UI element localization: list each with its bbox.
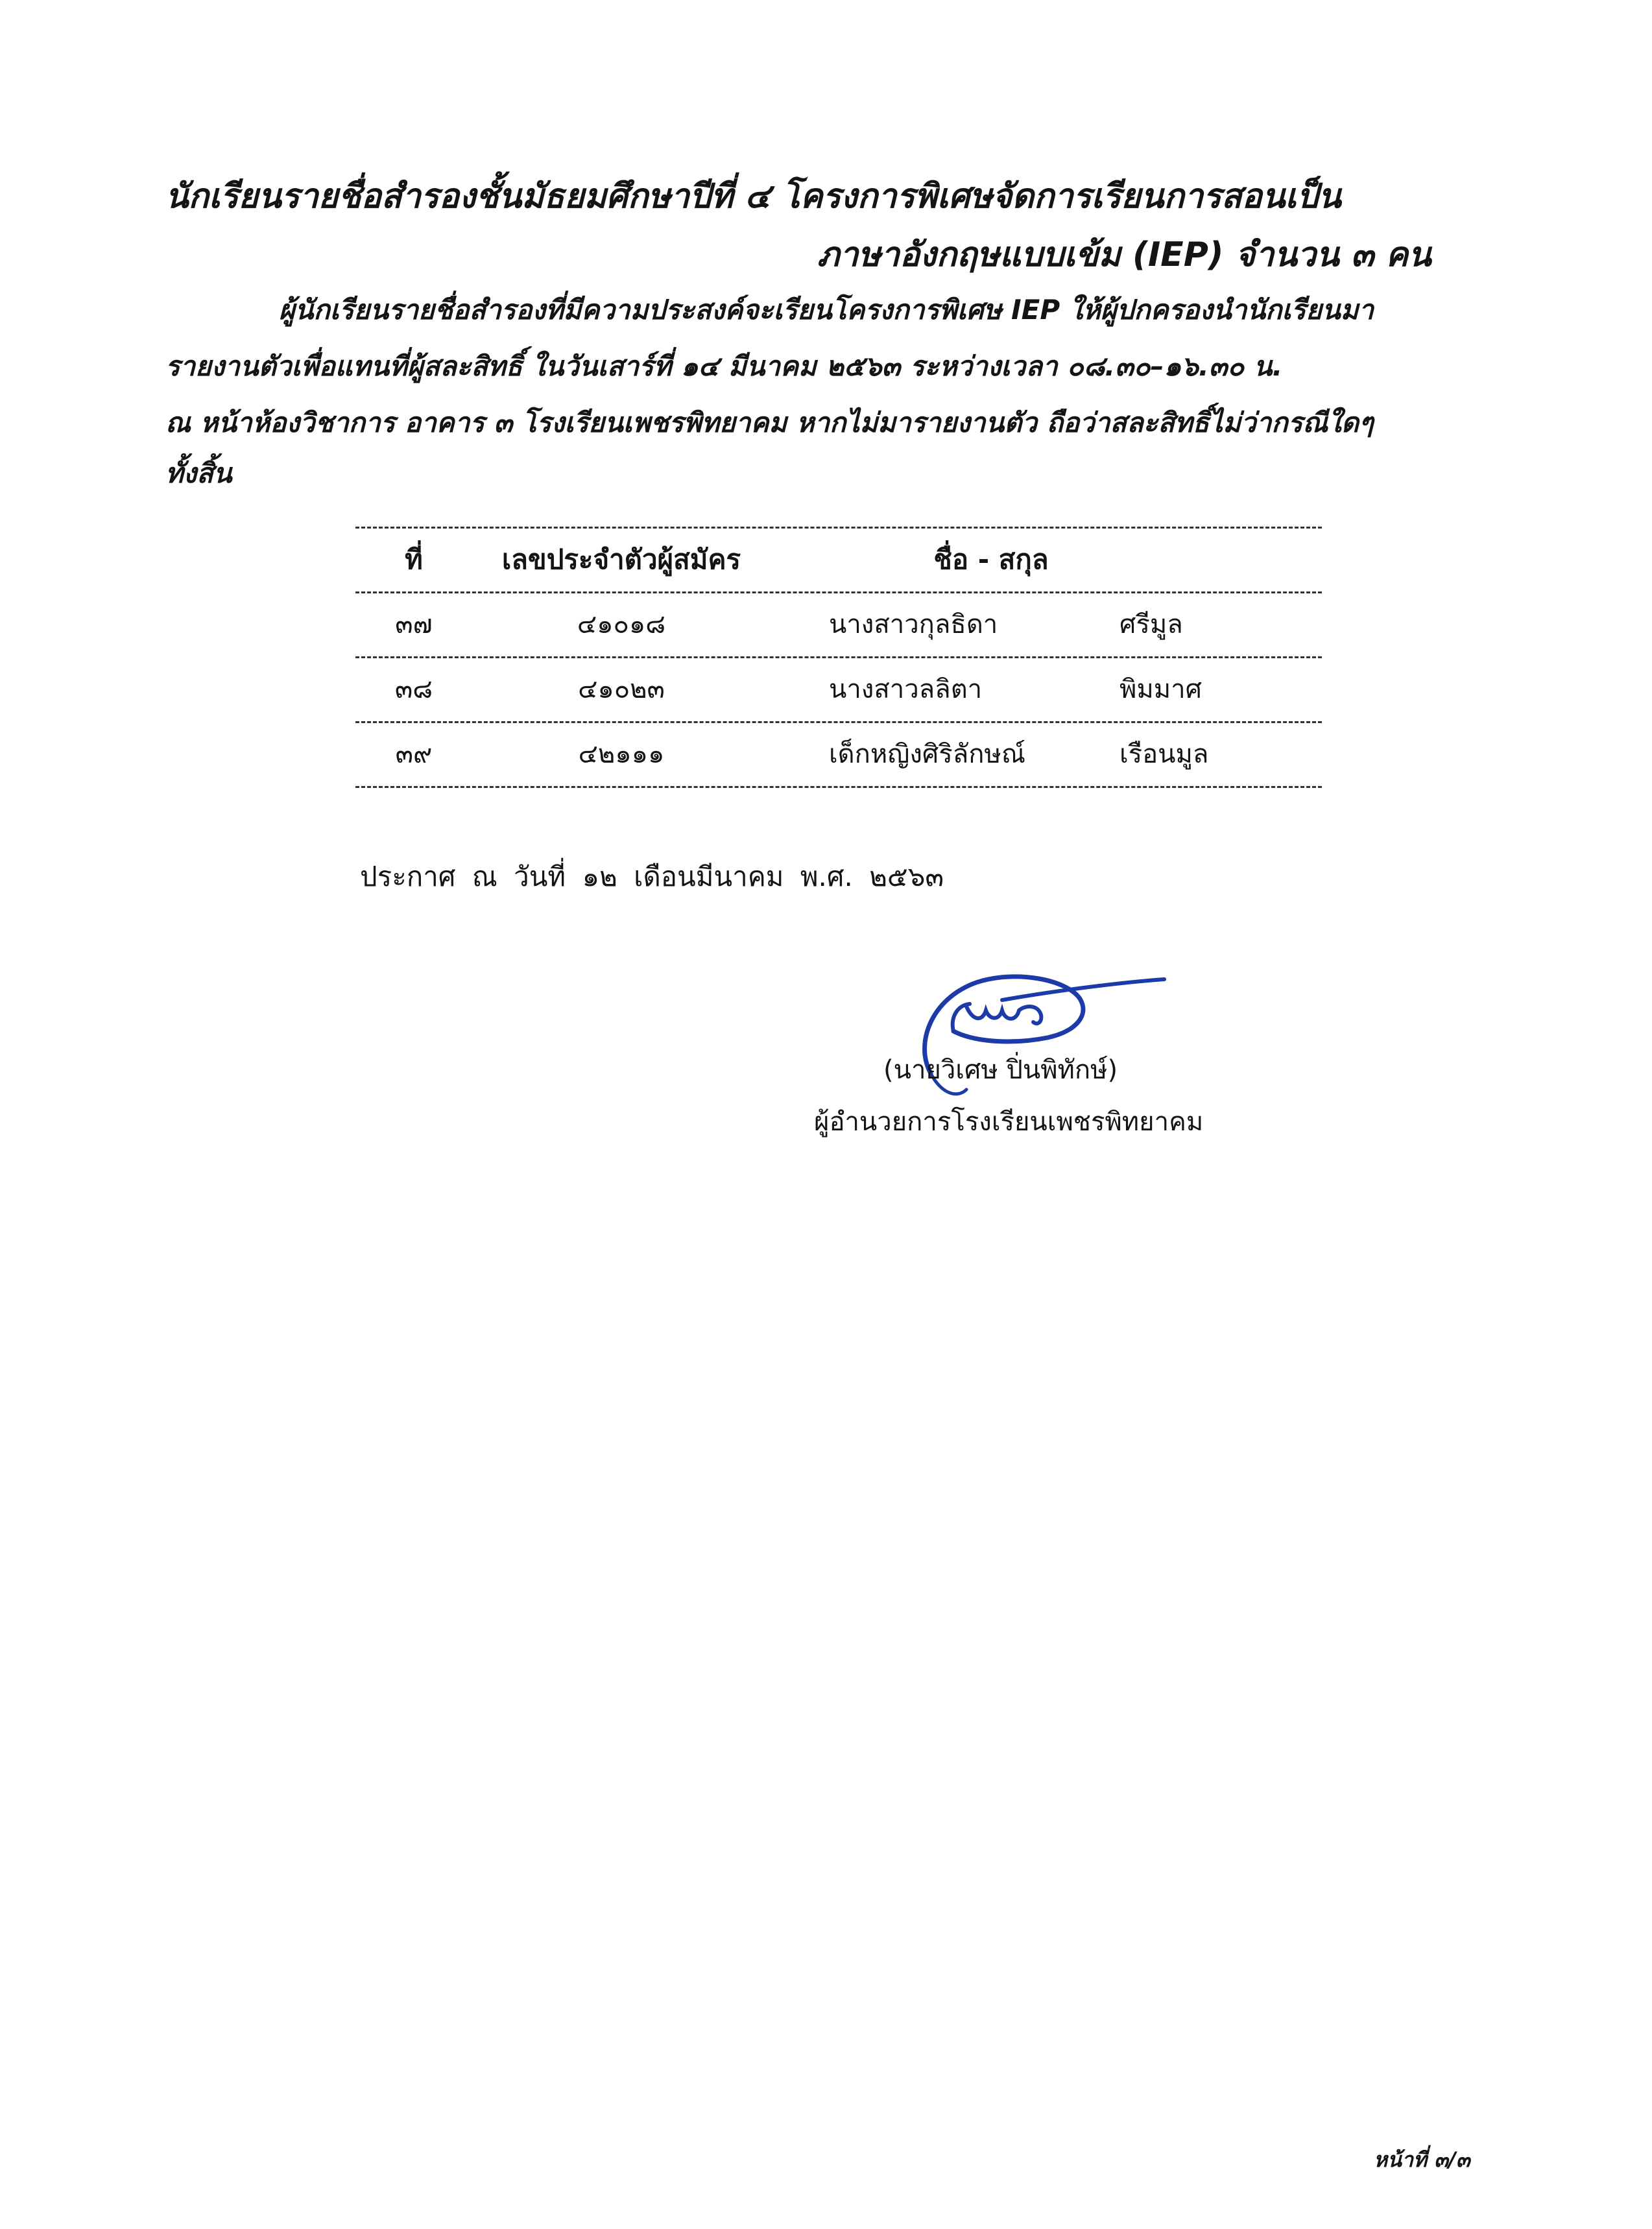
- table-row: [355, 593, 1322, 656]
- table-header-row: [355, 528, 1322, 591]
- announcement-date: ประกาศ ณ วันที่ ๑๒ เดือนมีนาคม พ.ศ. ๒๕๖๓: [360, 861, 944, 892]
- row-first-name: เด็กหญิงศิริลักษณ์: [829, 739, 1025, 769]
- header-name: ชื่อ - สกุล: [933, 543, 1049, 575]
- table-row: [355, 722, 1322, 786]
- row-first-name: นางสาวกุลธิดา: [829, 610, 998, 639]
- signatory-position: ผู้อำนวยการโรงเรียนเพชรพิทยาคม: [814, 1107, 1204, 1137]
- document-title-line-2: ภาษาอังกฤษแบบเข้ม (IEP) จำนวน ๓ คน: [817, 235, 1431, 274]
- header-applicant-id: เลขประจำตัวผู้สมัคร: [501, 543, 741, 575]
- table-rule-bottom: [355, 786, 1322, 788]
- instruction-paragraph-line-3: ณ หน้าห้องวิชาการ อาคาร ๓ โรงเรียนเพชรพิทยาคม หากไม่มารายงานตัว ถือว่าสละสิทธิ์ไม่ว่ากรณีใดๆ: [165, 407, 1374, 438]
- row-first-name: นางสาวลลิตา: [829, 674, 983, 704]
- instruction-paragraph-line-2: รายงานตัวเพื่อแทนที่ผู้สละสิทธิ์ ในวันเสาร์ที่ ๑๔ มีนาคม ๒๕๖๓ ระหว่างเวลา ๐๘.๓๐–๑๖.๓๐ น.: [165, 350, 1283, 382]
- header-no: ที่: [405, 543, 423, 575]
- row-last-name: พิมมาศ: [1119, 674, 1202, 704]
- row-applicant-id: ๔๑๐๒๓: [578, 674, 665, 704]
- document-title-line-1: นักเรียนรายชื่อสำรองชั้นมัธยมศึกษาปีที่ ๔ โครงการพิเศษจัดการเรียนการสอนเป็น: [165, 177, 1341, 216]
- row-no: ๓๗: [395, 610, 433, 639]
- row-no: ๓๙: [395, 739, 433, 769]
- row-last-name: ศรีมูล: [1119, 610, 1183, 639]
- table-row: [355, 658, 1322, 721]
- instruction-paragraph-line-1: ผู้นักเรียนรายชื่อสำรองที่มีความประสงค์จะเรียนโครงการพิเศษ IEP ให้ผู้ปกครองนำนักเรียนมา: [279, 294, 1374, 326]
- row-applicant-id: ๔๑๐๑๘: [577, 610, 666, 639]
- page-number: หน้าที่ ๓/๓: [1374, 2147, 1470, 2172]
- row-applicant-id: ๔๒๑๑๑: [578, 739, 665, 769]
- signatory-name: (นายวิเศษ ปิ่นพิทักษ์): [883, 1055, 1118, 1085]
- instruction-paragraph-line-4: ทั้งสิ้น: [165, 457, 232, 489]
- row-last-name: เรือนมูล: [1119, 739, 1209, 769]
- row-no: ๓๘: [394, 674, 433, 704]
